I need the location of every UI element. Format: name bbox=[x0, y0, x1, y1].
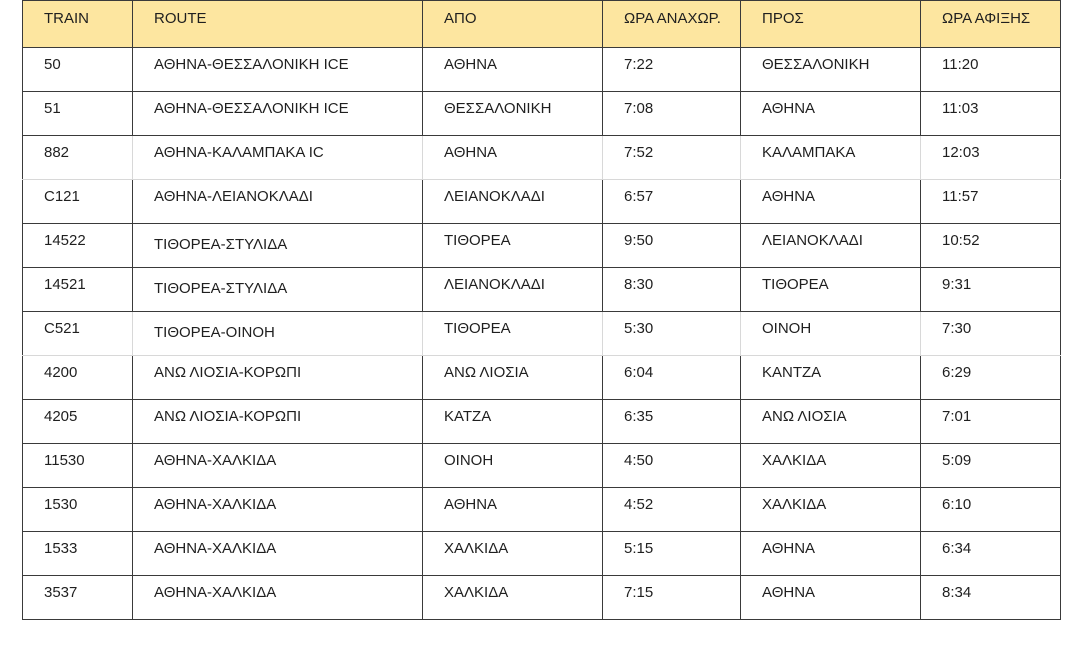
timetable-body bbox=[23, 48, 1061, 620]
arrival-time-cell: 12:03 bbox=[921, 136, 1061, 180]
to-cell: ΧΑΛΚΙΔΑ bbox=[741, 488, 921, 532]
to-cell: ΑΝΩ ΛΙΟΣΙΑ bbox=[741, 400, 921, 444]
train-number-cell: C521 bbox=[23, 312, 133, 356]
to-cell: ΘΕΣΣΑΛΟΝΙΚΗ bbox=[741, 48, 921, 92]
departure-time-cell: 7:52 bbox=[603, 136, 741, 180]
route-cell: ΑΝΩ ΛΙΟΣΙΑ-ΚΟΡΩΠΙ bbox=[133, 400, 423, 444]
departure-time-cell: 6:35 bbox=[603, 400, 741, 444]
arrival-time-cell: 6:34 bbox=[921, 532, 1061, 576]
to-cell: ΑΘΗΝΑ bbox=[741, 532, 921, 576]
departure-time-cell: 7:22 bbox=[603, 48, 741, 92]
from-cell: ΑΘΗΝΑ bbox=[423, 48, 603, 92]
route-cell: ΑΘΗΝΑ-ΘΕΣΣΑΛΟΝΙΚΗ ICE bbox=[133, 48, 423, 92]
arrival-time-cell: 7:01 bbox=[921, 400, 1061, 444]
train-number-cell: 50 bbox=[23, 48, 133, 92]
train-number-cell: 1533 bbox=[23, 532, 133, 576]
train-number-cell: 3537 bbox=[23, 576, 133, 620]
from-cell: ΧΑΛΚΙΔΑ bbox=[423, 576, 603, 620]
to-cell: ΟΙΝΟΗ bbox=[741, 312, 921, 356]
arrival-time-cell: 8:34 bbox=[921, 576, 1061, 620]
from-cell: ΛΕΙΑΝΟΚΛΑΔΙ bbox=[423, 268, 603, 312]
departure-time-cell: 6:04 bbox=[603, 356, 741, 400]
route-cell: ΑΘΗΝΑ-ΚΑΛΑΜΠΑΚΑ IC bbox=[133, 136, 423, 180]
table-row bbox=[23, 48, 1061, 92]
route-cell: ΤΙΘΟΡΕΑ-ΣΤΥΛΙΔΑ bbox=[133, 224, 423, 268]
to-cell: ΛΕΙΑΝΟΚΛΑΔΙ bbox=[741, 224, 921, 268]
arrival-time-cell: 7:30 bbox=[921, 312, 1061, 356]
to-cell: ΑΘΗΝΑ bbox=[741, 92, 921, 136]
arrival-time-cell: 9:31 bbox=[921, 268, 1061, 312]
table-row bbox=[23, 576, 1061, 620]
to-cell: ΑΘΗΝΑ bbox=[741, 180, 921, 224]
table-row bbox=[23, 312, 1061, 356]
route-cell: ΑΘΗΝΑ-ΘΕΣΣΑΛΟΝΙΚΗ ICE bbox=[133, 92, 423, 136]
departure-time-cell: 4:50 bbox=[603, 444, 741, 488]
to-cell: ΚΑΝΤΖΑ bbox=[741, 356, 921, 400]
train-number-cell: 11530 bbox=[23, 444, 133, 488]
departure-time-cell: 4:52 bbox=[603, 488, 741, 532]
train-number-cell: C121 bbox=[23, 180, 133, 224]
departure-time-cell: 8:30 bbox=[603, 268, 741, 312]
from-cell: ΑΘΗΝΑ bbox=[423, 136, 603, 180]
train-number-cell: 882 bbox=[23, 136, 133, 180]
departure-time-cell: 5:15 bbox=[603, 532, 741, 576]
train-number-cell: 14522 bbox=[23, 224, 133, 268]
route-cell: ΑΝΩ ΛΙΟΣΙΑ-ΚΟΡΩΠΙ bbox=[133, 356, 423, 400]
to-cell: ΧΑΛΚΙΔΑ bbox=[741, 444, 921, 488]
to-cell: ΚΑΛΑΜΠΑΚΑ bbox=[741, 136, 921, 180]
column-header-from: ΑΠΟ bbox=[423, 1, 603, 48]
table-row bbox=[23, 224, 1061, 268]
column-header-route: ROUTE bbox=[133, 1, 423, 48]
column-header-departure-time: ΩΡΑ ΑΝΑΧΩΡ. bbox=[603, 1, 741, 48]
route-cell: ΑΘΗΝΑ-ΧΑΛΚΙΔΑ bbox=[133, 444, 423, 488]
header-row bbox=[23, 1, 1061, 48]
from-cell: ΟΙΝΟΗ bbox=[423, 444, 603, 488]
table-row bbox=[23, 92, 1061, 136]
train-number-cell: 51 bbox=[23, 92, 133, 136]
table-row bbox=[23, 136, 1061, 180]
route-cell: ΑΘΗΝΑ-ΧΑΛΚΙΔΑ bbox=[133, 488, 423, 532]
table-row bbox=[23, 268, 1061, 312]
from-cell: ΚΑΤΖΑ bbox=[423, 400, 603, 444]
route-cell: ΤΙΘΟΡΕΑ-ΣΤΥΛΙΔΑ bbox=[133, 268, 423, 312]
train-number-cell: 14521 bbox=[23, 268, 133, 312]
departure-time-cell: 7:08 bbox=[603, 92, 741, 136]
column-header-train: TRAIN bbox=[23, 1, 133, 48]
route-cell: ΑΘΗΝΑ-ΧΑΛΚΙΔΑ bbox=[133, 532, 423, 576]
train-number-cell: 1530 bbox=[23, 488, 133, 532]
from-cell: ΑΝΩ ΛΙΟΣΙΑ bbox=[423, 356, 603, 400]
table-row bbox=[23, 532, 1061, 576]
timetable-header bbox=[23, 1, 1061, 48]
table-row bbox=[23, 444, 1061, 488]
table-row bbox=[23, 400, 1061, 444]
departure-time-cell: 7:15 bbox=[603, 576, 741, 620]
column-header-to: ΠΡΟΣ bbox=[741, 1, 921, 48]
from-cell: ΤΙΘΟΡΕΑ bbox=[423, 312, 603, 356]
table-row bbox=[23, 356, 1061, 400]
arrival-time-cell: 11:03 bbox=[921, 92, 1061, 136]
arrival-time-cell: 10:52 bbox=[921, 224, 1061, 268]
train-number-cell: 4205 bbox=[23, 400, 133, 444]
arrival-time-cell: 11:20 bbox=[921, 48, 1061, 92]
route-cell: ΑΘΗΝΑ-ΛΕΙΑΝΟΚΛΑΔΙ bbox=[133, 180, 423, 224]
to-cell: ΤΙΘΟΡΕΑ bbox=[741, 268, 921, 312]
arrival-time-cell: 5:09 bbox=[921, 444, 1061, 488]
arrival-time-cell: 6:10 bbox=[921, 488, 1061, 532]
departure-time-cell: 5:30 bbox=[603, 312, 741, 356]
table-row bbox=[23, 488, 1061, 532]
from-cell: ΛΕΙΑΝΟΚΛΑΔΙ bbox=[423, 180, 603, 224]
route-cell: ΑΘΗΝΑ-ΧΑΛΚΙΔΑ bbox=[133, 576, 423, 620]
from-cell: ΧΑΛΚΙΔΑ bbox=[423, 532, 603, 576]
route-cell: ΤΙΘΟΡΕΑ-ΟΙΝΟΗ bbox=[133, 312, 423, 356]
column-header-arrival-time: ΩΡΑ ΑΦΙΞΗΣ bbox=[921, 1, 1061, 48]
departure-time-cell: 6:57 bbox=[603, 180, 741, 224]
departure-time-cell: 9:50 bbox=[603, 224, 741, 268]
arrival-time-cell: 6:29 bbox=[921, 356, 1061, 400]
to-cell: ΑΘΗΝΑ bbox=[741, 576, 921, 620]
from-cell: ΘΕΣΣΑΛΟΝΙΚΗ bbox=[423, 92, 603, 136]
from-cell: ΤΙΘΟΡΕΑ bbox=[423, 224, 603, 268]
arrival-time-cell: 11:57 bbox=[921, 180, 1061, 224]
train-number-cell: 4200 bbox=[23, 356, 133, 400]
from-cell: ΑΘΗΝΑ bbox=[423, 488, 603, 532]
train-timetable bbox=[22, 0, 1061, 620]
table-row bbox=[23, 180, 1061, 224]
